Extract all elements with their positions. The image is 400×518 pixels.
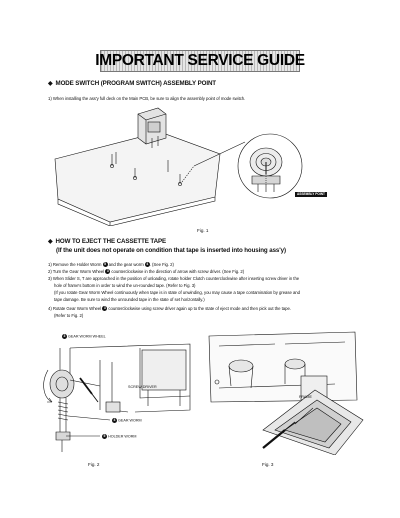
- label-gear-worm-wheel: 3 GEAR WORM WHEEL: [63, 334, 106, 339]
- section2-step3-line2: hole of frame's bottom in order to wind the un-rounded tape. (Refer to Fig. 3): [54, 283, 196, 288]
- holder-worm-num: 5: [103, 434, 106, 438]
- section1-heading: [48, 80, 216, 87]
- step1-mid: and the gear worm: [107, 262, 145, 267]
- fig3-diagram: [205, 330, 365, 455]
- section2-step3-line4: tape damage. Be sure to wind the unrounded tape in the state of set horizontally.): [54, 297, 205, 302]
- label-frame: FRAME: [299, 395, 312, 399]
- gear-worm-wheel-num: 3: [63, 334, 66, 338]
- section1-heading-text: MODE SWITCH (PROGRAM SWITCH) ASSEMBLY POINT: [55, 80, 216, 87]
- label-screw-driver: SCREW DRIVER: [128, 385, 157, 389]
- step4-prefix: 4) Rotate Gear Worm Wheel: [48, 306, 103, 311]
- fig1-pcb-board: [55, 132, 220, 222]
- diamond-bullet-icon: ◆: [48, 239, 53, 245]
- fig1-diagram: [40, 104, 370, 226]
- step4-suffix: counterclockwise using screw driver again up to the state of eject mode and then pick out the tape.: [107, 306, 291, 311]
- label-holder-worm: 5 HOLDER WORM: [103, 434, 137, 439]
- label-gear-worm: 4 GEAR WORM: [113, 418, 142, 423]
- step2-prefix: 2) Turn the Gear Worm Wheel: [48, 269, 106, 274]
- section2-step4-line2: (Refer to Fig. 2): [54, 313, 84, 318]
- section2-step1: [48, 262, 174, 267]
- step1-prefix: 1) Remove the Holder Worm: [48, 262, 103, 267]
- section2-step2: [48, 269, 244, 274]
- diamond-bullet-icon: ◆: [48, 81, 53, 87]
- step1-suffix: . (See Fig. 2): [149, 262, 174, 267]
- section2-heading-text: HOW TO EJECT THE CASSETTE TAPE: [55, 238, 167, 245]
- section2-step4-line1: [48, 306, 291, 311]
- fig1-caption: Fig. 1: [197, 228, 209, 233]
- fig2-screw-driver: [80, 378, 92, 394]
- step1-num-a: 5: [104, 262, 106, 267]
- gear-worm-num: 4: [113, 418, 116, 422]
- section2-heading: [48, 238, 166, 245]
- section2-step3-line1: 3) When Slider S, T are approached in the position of unloading, rotate holder Clutch counterclockwise after inserting screw driver in the: [48, 276, 300, 281]
- step2-suffix: counterclockwise in the direction of arrow with screw driver. (See Fig. 2): [110, 269, 245, 274]
- section2-subheading: (If the unit does not operate on condition that tape is inserted into housing ass'y): [56, 247, 286, 254]
- fig3-caption: Fig. 3: [262, 462, 274, 467]
- page-title: IMPORTANT SERVICE GUIDE: [95, 52, 305, 69]
- fig2-gear-worm-wheel: [50, 370, 74, 398]
- title-banner: [95, 50, 305, 72]
- step4-num: 3: [103, 306, 106, 311]
- section2-step3-line3: (If you rotate Gear Worm Wheel continuously when tape is in state of unwinding, you may cause a tape contamination by grease and: [54, 290, 300, 295]
- section1-step1: 1) When installing the ass'y full deck on the Main PCB, be sure to align the assembly point of mode switch.: [48, 96, 246, 101]
- step2-num: 3: [106, 269, 109, 274]
- assembly-point-label: ASSEMBLY POINT: [297, 192, 325, 196]
- fig2-caption: Fig. 2: [88, 462, 100, 467]
- step1-num-b: 4: [146, 262, 149, 267]
